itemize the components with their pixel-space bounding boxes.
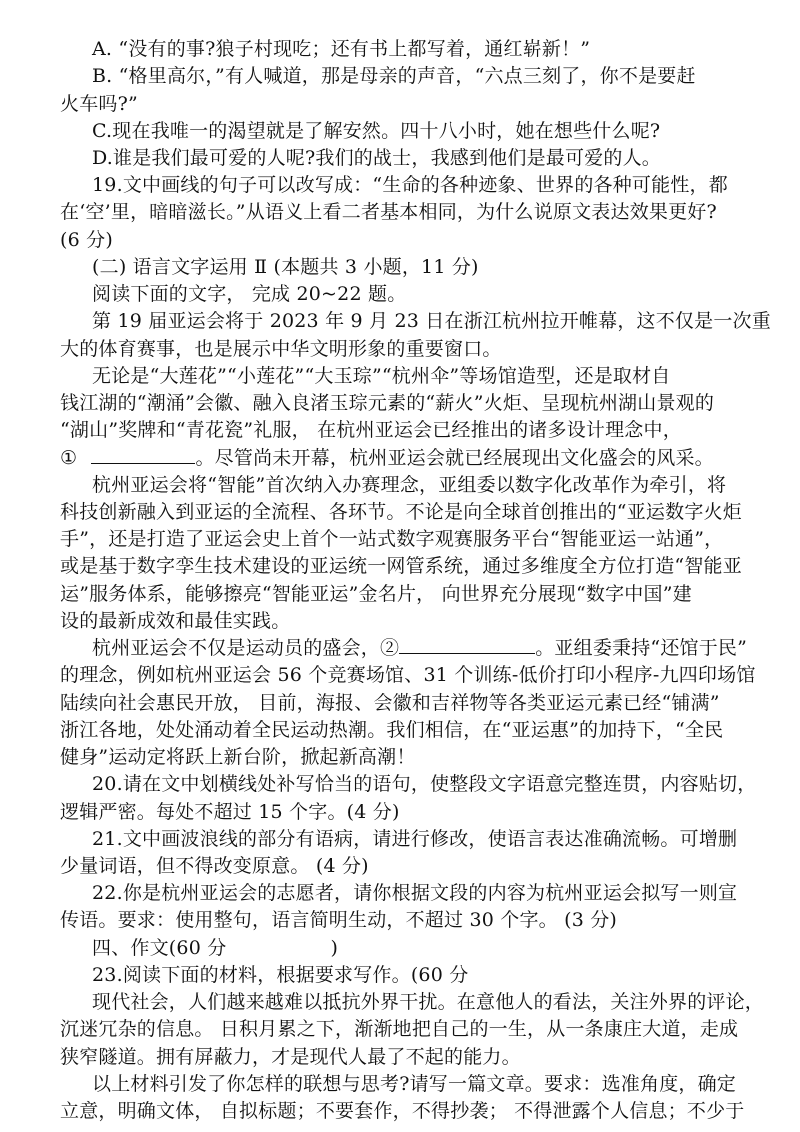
question-20: 20.请在文中划横线处补写恰当的语句，使整段文字语意完整连贯，内容贴切， bbox=[92, 773, 757, 796]
blank-2 bbox=[399, 635, 535, 654]
blank-2-label: ② bbox=[380, 637, 400, 660]
line-text: 四、作文(60 分 bbox=[92, 936, 227, 959]
line-text: ) bbox=[330, 936, 339, 959]
passage-line: 运”服务体系，能够擦亮“智能亚运”金名片， 向世界充分展现“数字中国”建 bbox=[60, 582, 692, 605]
line-text: 以上材料引发了你怎样的联想与思考?请写一篇文章。要求：选准角度，确定 bbox=[92, 1072, 736, 1095]
passage-line: 第 19 届亚运会将于 2023 年 9 月 23 日在浙江杭州拉开帷幕，这不仅是一次重 bbox=[92, 310, 771, 333]
essay-requirement bbox=[92, 1071, 736, 1097]
line-text: 沉迷冗杂的信息。 日积月累之下，渐渐地把自己的一生，从一条康庄大道，走成 bbox=[60, 1018, 739, 1041]
passage-line: 大的体育赛事，也是展示中华文明形象的重要窗口。 bbox=[60, 337, 502, 360]
passage-line: 或是基于数字孪生技术建设的亚运统一网管系统，通过多维度全方位打造“智能亚 bbox=[60, 555, 742, 578]
essay-heading bbox=[92, 935, 338, 961]
line-text: 23.阅读下面的材料，根据要求写作。(60 分 bbox=[92, 963, 469, 986]
section-heading: (二) 语言文字运用 Ⅱ (本题共 3 小题，11 分) bbox=[92, 255, 479, 278]
passage-line: 健身”运动定将跃上新台阶，掀起新高潮！ bbox=[60, 746, 416, 768]
passage-line: 的理念，例如杭州亚运会 56 个竞赛场馆、31 个训练-低价打印小程序-九四印场馆 bbox=[60, 664, 756, 687]
passage-line: 杭州亚运会将“智能”首次纳入办赛理念，亚组委以数字化改革作为牵引，将 bbox=[92, 473, 727, 496]
line-text: 立意，明确文体， 自拟标题；不要套作，不得抄袭； 不得泄露个人信息；不少于 bbox=[60, 1100, 745, 1122]
option-d: D.谁是我们最可爱的人呢?我们的战士，我感到他们是最可爱的人。 bbox=[92, 146, 661, 169]
passage-line: 无论是“大莲花”“小莲花”“大玉琮”“杭州伞”等场馆造型，还是取材自 bbox=[92, 364, 671, 387]
passage-line: 浙江各地，处处涌动着全民运动热潮。我们相信，在“亚运惠”的加持下，“全民 bbox=[60, 718, 724, 741]
line-text: 狭窄隧道。拥有屏蔽力，才是现代人最了不起的能力。 bbox=[60, 1045, 521, 1068]
essay-material bbox=[60, 1044, 521, 1070]
option-b-cont: 火车吗?” bbox=[60, 92, 138, 115]
passage-text: 。亚组委秉持“还馆于民” bbox=[535, 637, 748, 660]
question-19: 19.文中画线的句子可以改写成：“生命的各种迹象、世界的各种可能性，都 bbox=[92, 174, 728, 197]
question-19-cont: 在‘空’里，暗暗滋长。”从语义上看二者基本相同，为什么说原文表达效果更好? bbox=[60, 201, 717, 224]
passage-line: “湖山”奖牌和“青花瓷”礼服， 在杭州亚运会已经推出的诸多设计理念中， bbox=[60, 419, 682, 442]
reading-instruction: 阅读下面的文字， 完成 20~22 题。 bbox=[92, 283, 407, 306]
blank-1 bbox=[91, 445, 195, 464]
passage-line: 钱江湖的“潮涌”会徽、融入良渚玉琮元素的“薪火”火炬、呈现杭州湖山景观的 bbox=[60, 392, 715, 414]
essay-material bbox=[92, 989, 764, 1015]
passage-line: 科技创新融入到亚运的全流程、各环节。不论是向全球首创推出的“亚运数字火炬 bbox=[60, 500, 742, 523]
blank-1-label: ① bbox=[60, 446, 78, 469]
question-19-score: (6 分) bbox=[60, 228, 113, 251]
passage-text: 杭州亚运会不仅是运动员的盛会， bbox=[92, 637, 381, 660]
passage-text: 。尽管尚未开幕，杭州亚运会就已经展现出文化盛会的风采。 bbox=[195, 446, 714, 469]
question-21-cont: 少量词语，但不得改变原意。 (4 分) bbox=[60, 854, 369, 877]
question-21: 21.文中画波浪线的部分有语病，请进行修改，使语言表达准确流畅。可增删 bbox=[92, 827, 738, 850]
option-c: C.现在我唯一的渴望就是了解安然。四十八小时，她在想些什么呢? bbox=[92, 119, 661, 142]
question-20-cont: 逻辑严密。每处不超过 15 个字。(4 分) bbox=[60, 800, 400, 823]
line-text: 现代社会，人们越来越难以抵抗外界干扰。在意他人的看法，关注外界的评论， bbox=[92, 991, 765, 1014]
passage-line: 陆续向社会惠民开放， 目前，海报、会徽和吉祥物等各类亚运元素已经“铺满” bbox=[60, 691, 720, 714]
essay-requirement bbox=[60, 1098, 744, 1124]
passage-line: 手”，还是打造了亚运会史上首个一站式数字观赛服务平台“智能亚运一站通”， bbox=[60, 528, 724, 551]
question-22: 22.你是杭州亚运会的志愿者，请你根据文段的内容为杭州亚运会拟写一则宣 bbox=[92, 882, 738, 905]
option-b: B. “格里高尔，”有人喊道，那是母亲的声音，“六点三刻了，你不是要赶 bbox=[92, 65, 696, 88]
passage-line: 设的最新成效和最佳实践。 bbox=[60, 609, 291, 632]
passage-line-blank-1 bbox=[60, 445, 714, 471]
question-23 bbox=[92, 962, 468, 988]
essay-material bbox=[60, 1016, 738, 1042]
passage-line-blank-2 bbox=[92, 635, 747, 661]
option-a: A. “没有的事?狼子村现吃；还有书上都写着，通红崭新！” bbox=[92, 38, 591, 60]
question-22-cont: 传语。要求：使用整句，语言简明生动，不超过 30 个字。 (3 分) bbox=[60, 909, 618, 932]
